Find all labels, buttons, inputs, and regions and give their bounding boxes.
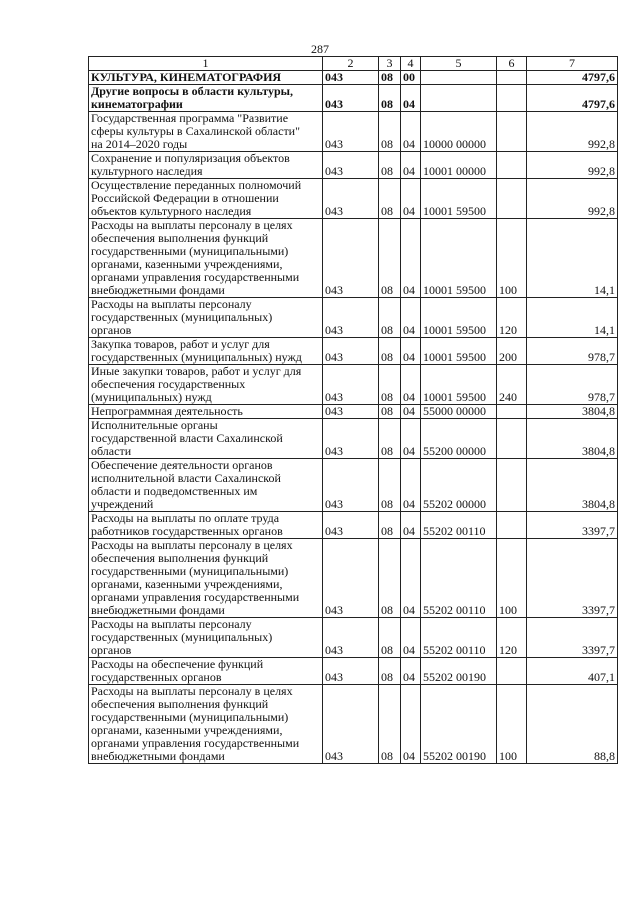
amount: 88,8 [527,685,618,764]
expense-type-code [497,419,527,459]
target-article-code [421,85,497,112]
ministry-code: 043 [323,219,379,298]
subsection-code: 04 [401,298,421,338]
table-row [89,685,618,764]
section-code: 08 [379,71,401,85]
subsection-code: 04 [401,179,421,219]
table-row [89,405,618,419]
target-article-code: 10000 00000 [421,112,497,152]
section-code: 08 [379,618,401,658]
expense-type-code: 120 [497,298,527,338]
amount: 4797,6 [527,85,618,112]
table-row [89,658,618,685]
target-article-code: 10001 59500 [421,219,497,298]
table-row [89,539,618,618]
row-name: Закупка товаров, работ и услуг для государственных (муниципальных) нужд [89,338,323,365]
ministry-code: 043 [323,685,379,764]
amount: 978,7 [527,338,618,365]
expense-type-code [497,179,527,219]
amount: 3397,7 [527,512,618,539]
column-header: 5 [421,57,497,71]
subsection-code: 04 [401,618,421,658]
table-row [89,179,618,219]
target-article-code: 10001 59500 [421,338,497,365]
target-article-code: 10001 00000 [421,152,497,179]
target-article-code: 55202 00110 [421,539,497,618]
table-row [89,618,618,658]
target-article-code: 55202 00190 [421,658,497,685]
row-name: Расходы на выплаты персоналу в целях обеспечения выполнения функций государственными (муниципальными) органами, казенными учреждениями, органами управления государственными внебюджетными фондами [89,539,323,618]
subsection-code: 04 [401,685,421,764]
section-code: 08 [379,298,401,338]
row-name: Расходы на обеспечение функций государственных органов [89,658,323,685]
column-header: 7 [527,57,618,71]
row-name: Государственная программа "Развитие сферы культуры в Сахалинской области" на 2014–2020 годы [89,112,323,152]
row-name: Иные закупки товаров, работ и услуг для обеспечения государственных (муниципальных) нужд [89,365,323,405]
expense-type-code [497,512,527,539]
amount: 992,8 [527,112,618,152]
amount: 14,1 [527,219,618,298]
row-name: Расходы на выплаты персоналу в целях обеспечения выполнения функций государственными (муниципальными) органами, казенными учреждениями, органами управления государственными внебюджетными фондами [89,219,323,298]
ministry-code: 043 [323,298,379,338]
expense-type-code [497,152,527,179]
table-row [89,419,618,459]
expense-type-code: 200 [497,338,527,365]
amount: 3397,7 [527,539,618,618]
table-row [89,512,618,539]
ministry-code: 043 [323,618,379,658]
expense-type-code: 100 [497,219,527,298]
subsection-code: 04 [401,365,421,405]
row-name: Расходы на выплаты персоналу в целях обеспечения выполнения функций государственными (муниципальными) органами, казенными учреждениями, органами управления государственными внебюджетными фондами [89,685,323,764]
ministry-code: 043 [323,419,379,459]
table-row [89,219,618,298]
row-name: Расходы на выплаты по оплате труда работников государственных органов [89,512,323,539]
budget-table [88,56,618,764]
row-name: Расходы на выплаты персоналу государственных (муниципальных) органов [89,618,323,658]
expense-type-code [497,71,527,85]
amount: 14,1 [527,298,618,338]
amount: 992,8 [527,179,618,219]
column-header: 2 [323,57,379,71]
target-article-code: 10001 59500 [421,298,497,338]
expense-type-code: 100 [497,685,527,764]
ministry-code: 043 [323,338,379,365]
ministry-code: 043 [323,512,379,539]
amount: 992,8 [527,152,618,179]
subsection-code: 04 [401,658,421,685]
section-code: 08 [379,512,401,539]
row-name: Другие вопросы в области культуры, кинематографии [89,85,323,112]
amount: 3804,8 [527,459,618,512]
column-header: 1 [89,57,323,71]
subsection-code: 04 [401,152,421,179]
section-code: 08 [379,338,401,365]
expense-type-code [497,112,527,152]
subsection-code: 04 [401,85,421,112]
target-article-code: 55000 00000 [421,405,497,419]
table-row [89,459,618,512]
ministry-code: 043 [323,112,379,152]
column-header: 6 [497,57,527,71]
section-code: 08 [379,685,401,764]
section-code: 08 [379,85,401,112]
section-code: 08 [379,152,401,179]
expense-type-code: 100 [497,539,527,618]
target-article-code [421,71,497,85]
section-code: 08 [379,539,401,618]
ministry-code: 043 [323,179,379,219]
column-header: 4 [401,57,421,71]
ministry-code: 043 [323,85,379,112]
section-code: 08 [379,419,401,459]
section-code: 08 [379,219,401,298]
target-article-code: 10001 59500 [421,365,497,405]
target-article-code: 55200 00000 [421,419,497,459]
expense-type-code [497,658,527,685]
ministry-code: 043 [323,658,379,685]
subsection-code: 04 [401,112,421,152]
page-number: 287 [311,42,329,56]
table-row [89,71,618,85]
column-header: 3 [379,57,401,71]
amount: 3804,8 [527,405,618,419]
subsection-code: 04 [401,405,421,419]
row-name: Исполнительные органы государственной власти Сахалинской области [89,419,323,459]
row-name: Осуществление переданных полномочий Российской Федерации в отношении объектов культурного наследия [89,179,323,219]
section-code: 08 [379,112,401,152]
header-row [89,57,618,71]
table-row [89,298,618,338]
subsection-code: 04 [401,338,421,365]
ministry-code: 043 [323,539,379,618]
table-row [89,365,618,405]
amount: 3804,8 [527,419,618,459]
expense-type-code [497,85,527,112]
expense-type-code [497,405,527,419]
subsection-code: 04 [401,539,421,618]
table-row [89,112,618,152]
ministry-code: 043 [323,405,379,419]
subsection-code: 04 [401,459,421,512]
ministry-code: 043 [323,459,379,512]
section-code: 08 [379,179,401,219]
target-article-code: 55202 00000 [421,459,497,512]
target-article-code: 55202 00110 [421,618,497,658]
expense-type-code [497,459,527,512]
row-name: Обеспечение деятельности органов исполнительной власти Сахалинской области и подведомственных им учреждений [89,459,323,512]
subsection-code: 04 [401,419,421,459]
subsection-code: 04 [401,512,421,539]
amount: 407,1 [527,658,618,685]
table-row [89,338,618,365]
row-name: КУЛЬТУРА, КИНЕМАТОГРАФИЯ [89,71,323,85]
target-article-code: 55202 00110 [421,512,497,539]
subsection-code: 00 [401,71,421,85]
target-article-code: 55202 00190 [421,685,497,764]
section-code: 08 [379,365,401,405]
amount: 3397,7 [527,618,618,658]
section-code: 08 [379,405,401,419]
table-row [89,85,618,112]
amount: 4797,6 [527,71,618,85]
section-code: 08 [379,658,401,685]
row-name: Сохранение и популяризация объектов культурного наследия [89,152,323,179]
expense-type-code: 240 [497,365,527,405]
target-article-code: 10001 59500 [421,179,497,219]
ministry-code: 043 [323,152,379,179]
table-row [89,152,618,179]
subsection-code: 04 [401,219,421,298]
expense-type-code: 120 [497,618,527,658]
section-code: 08 [379,459,401,512]
row-name: Расходы на выплаты персоналу государственных (муниципальных) органов [89,298,323,338]
ministry-code: 043 [323,365,379,405]
amount: 978,7 [527,365,618,405]
ministry-code: 043 [323,71,379,85]
row-name: Непрограммная деятельность [89,405,323,419]
